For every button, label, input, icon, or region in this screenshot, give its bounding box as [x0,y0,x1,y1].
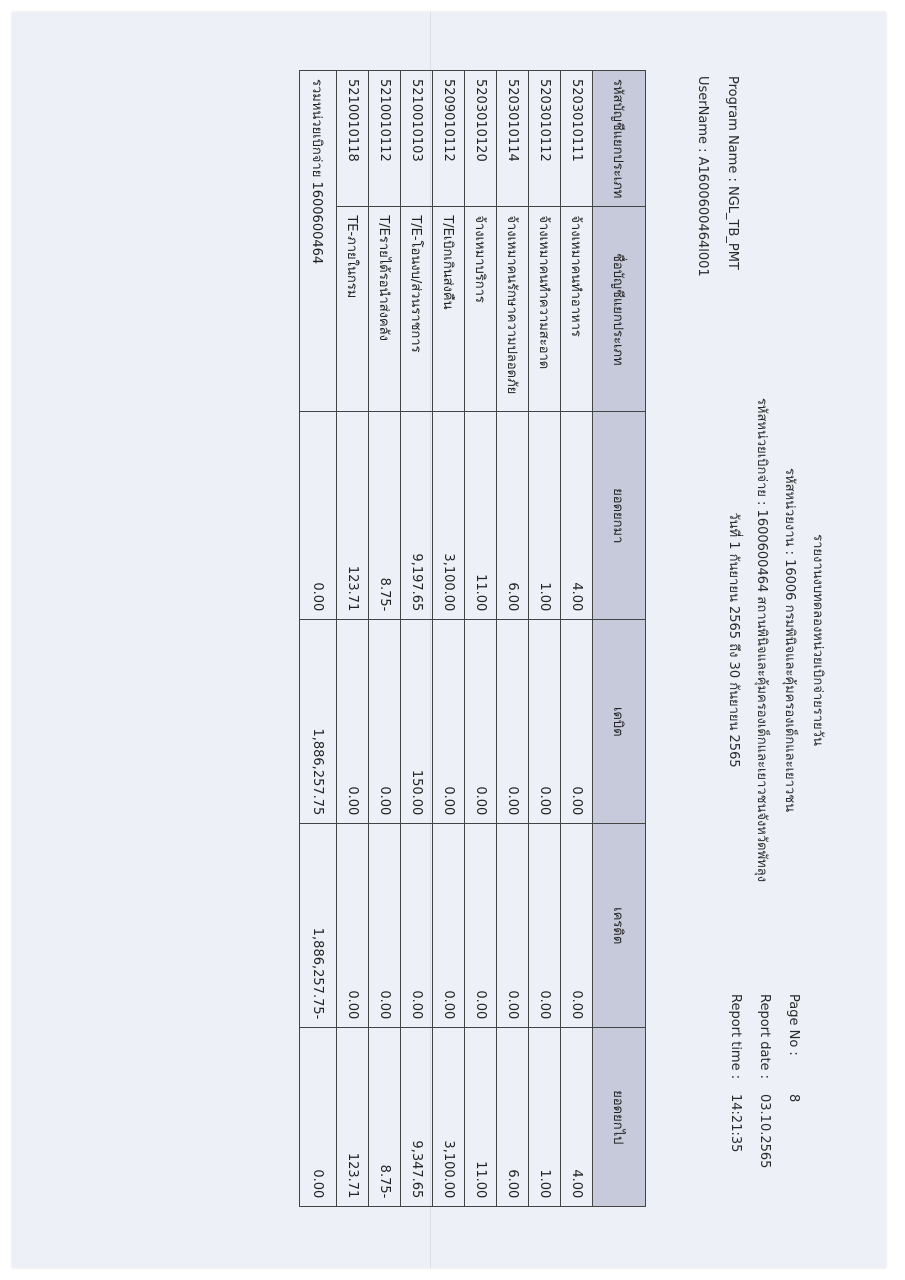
credit: 0.00 [561,824,593,1028]
header-debit: เดบิต [593,620,646,824]
account-name: จ้างเหมาคนรักษาความปลอดภัย [497,207,529,412]
report-date-label: Report date : [757,994,772,1080]
period-line: วันที่ 1 กันยายน 2565 ถึง 30 กันยายน 2565 [726,512,741,768]
closing-balance: 8.75- [369,1028,401,1207]
debit: 0.00 [465,620,497,824]
account-code: 5210010118 [337,71,369,207]
debit: 0.00 [497,620,529,824]
account-name: จ้างเหมาบริการ [465,207,497,412]
account-code: 5203010112 [529,71,561,207]
header-opening-balance: ยอดยกมา [593,412,646,620]
rotated-report [12,12,886,1268]
debit: 0.00 [337,620,369,824]
disbursing-unit-line: รหัสหน่วยเบิกจ่าย : 1600600464 สถานพินิจและคุ้มครองเด็กและเยาวชนจังหวัดพัทลุง [754,397,769,883]
debit: 150.00 [401,620,433,824]
opening-balance: 4.00 [561,412,593,620]
table-row [433,71,465,1207]
opening-balance: 3,100.00 [433,412,465,620]
total-row [300,71,337,1207]
closing-balance: 11.00 [465,1028,497,1207]
header-account-code: รหัสบัญชีแยกประเภท [593,71,646,207]
debit: 0.00 [369,620,401,824]
report-date-value: 03.10.2565 [757,1094,772,1169]
opening-balance: 11.00 [465,412,497,620]
agency-line: รหัสหน่วยงาน : 16006 กรมพินิจและคุ้มครองเด็กและเยาวชน [782,468,797,812]
total-opening-balance: 0.00 [300,412,337,620]
debit: 0.00 [529,620,561,824]
report-title: รายงานงบทดลองหน่วยเบิกจ่ายรายวัน [810,534,825,746]
total-closing-balance: 0.00 [300,1028,337,1207]
account-name: จ้างเหมาคนทำอาหาร [561,207,593,412]
report-time-value: 14:21:35 [728,1094,743,1153]
closing-balance: 1.00 [529,1028,561,1207]
report-time-label: Report time : [728,994,743,1080]
program-name: Program Name : NGL_TB_PMT [725,76,740,270]
table-row [465,71,497,1207]
header-account-name: ชื่อบัญชีแยกประเภท [593,207,646,412]
scanned-page [12,12,886,1268]
account-code: 5203010120 [465,71,497,207]
credit: 0.00 [497,824,529,1028]
account-name: จ้างเหมาคนทำความสะอาด [529,207,561,412]
closing-balance: 9,347.65 [401,1028,433,1207]
user-name: UserName : A1600600464l001 [695,76,710,277]
account-code: 5203010114 [497,71,529,207]
credit: 0.00 [401,824,433,1028]
table-row [369,71,401,1207]
credit: 0.00 [369,824,401,1028]
header-credit: เครดิต [593,824,646,1028]
account-code: 5209010112 [433,71,465,207]
account-name: T/E-โอนงบ/ส่วนราชการ [401,207,433,412]
page-no-label: Page No : [786,994,801,1056]
table-header-row [593,71,646,1207]
account-name: T/Eรายได้รอนำส่งคลัง [369,207,401,412]
opening-balance: 9,197.65 [401,412,433,620]
credit: 0.00 [433,824,465,1028]
closing-balance: 4.00 [561,1028,593,1207]
account-code: 5210010103 [401,71,433,207]
table-row [497,71,529,1207]
table-row [529,71,561,1207]
account-code: 5203010111 [561,71,593,207]
opening-balance: 6.00 [497,412,529,620]
trial-balance-table [299,70,646,1207]
debit: 0.00 [561,620,593,824]
opening-balance: 1.00 [529,412,561,620]
account-name: T/Eเบิกเกินส่งคืน [433,207,465,412]
credit: 0.00 [337,824,369,1028]
table-row [337,71,369,1207]
closing-balance: 123.71 [337,1028,369,1207]
total-debit: 1,886,257.75 [300,620,337,824]
opening-balance: 8.75- [369,412,401,620]
page-no-value: 8 [786,1094,801,1103]
opening-balance: 123.71 [337,412,369,620]
credit: 0.00 [465,824,497,1028]
closing-balance: 3,100.00 [433,1028,465,1207]
credit: 0.00 [529,824,561,1028]
closing-balance: 6.00 [497,1028,529,1207]
debit: 0.00 [433,620,465,824]
total-label: รวมหน่วยเบิกจ่าย 1600600464 [300,71,337,412]
table-row [401,71,433,1207]
header-closing-balance: ยอดยกไป [593,1028,646,1207]
account-code: 5210010112 [369,71,401,207]
total-credit: 1,886,257.75- [300,824,337,1028]
table-row [561,71,593,1207]
account-name: TE-ภายในกรม [337,207,369,412]
